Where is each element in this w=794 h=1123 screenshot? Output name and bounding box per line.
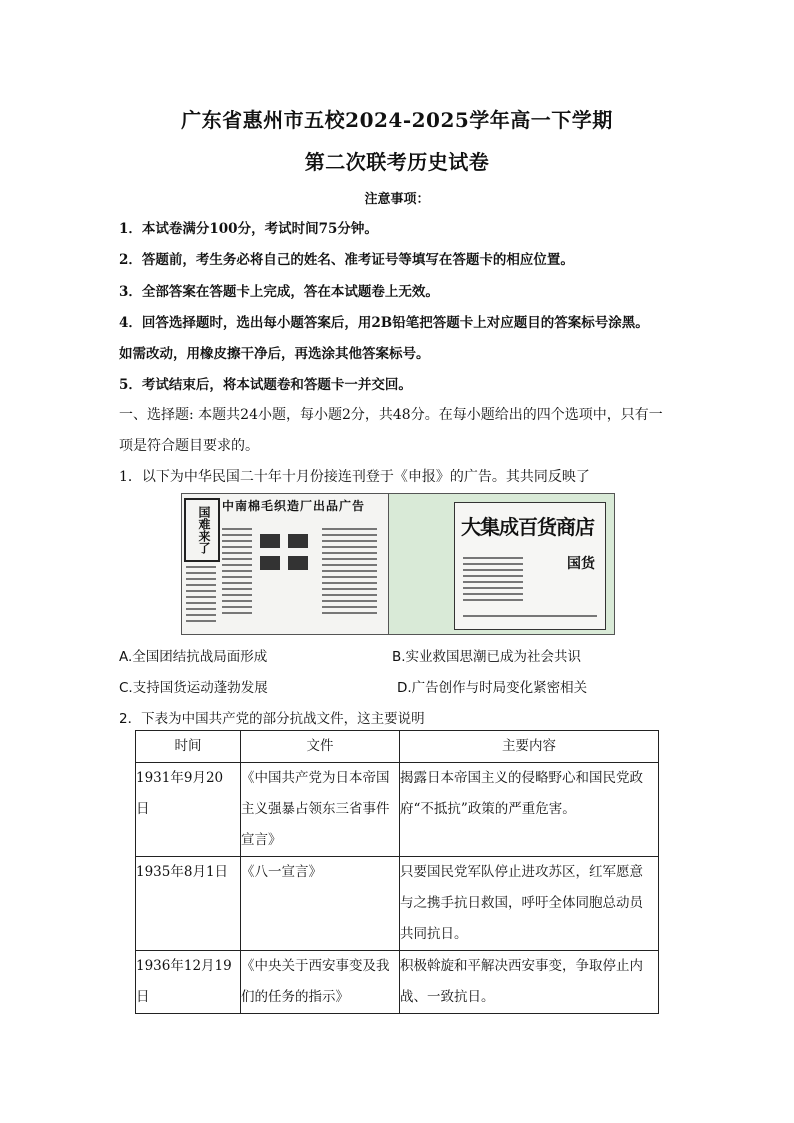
cell-document [241, 951, 400, 1014]
cell-line: 与之携手抗日救国，呼吁全体同胞总动员 [400, 895, 643, 911]
cell-line: 府“不抵抗”政策的严重危害。 [400, 801, 576, 817]
cell-line: 《八一宣言》 [241, 864, 322, 880]
notice-item-1: 1．本试卷满分100分，考试时间75分钟。 [119, 221, 378, 237]
cell-document [241, 763, 400, 857]
ad-right-stamp: 国货 [567, 556, 595, 572]
q1-option-c[interactable]: C.支持国货运动蓬勃发展 [119, 680, 268, 696]
shenbao-ad-image-left [181, 493, 389, 635]
cell-line: 们的任务的指示》 [241, 989, 349, 1005]
cell-line: 战、一致抗日。 [400, 989, 495, 1005]
cell-line: 日 [136, 801, 150, 817]
cell-time [136, 763, 241, 857]
ad-product-graphic [260, 534, 280, 548]
q2-documents-table [135, 730, 659, 1014]
q1-option-b[interactable]: B.实业救国思潮已成为社会共识 [392, 649, 582, 665]
cell-document [241, 857, 400, 951]
cell-content [400, 763, 659, 857]
question-2-stem: 2．下表为中国共产党的部分抗战文件，这主要说明 [119, 711, 425, 727]
ad-text-column [222, 528, 252, 618]
exam-title-line1: 广东省惠州市五校2024-2025学年高一下学期 [181, 108, 613, 132]
cell-line: 日 [136, 989, 150, 1005]
cell-line: 主义强暴占领东三省事件 [241, 801, 390, 817]
cell-line: 共同抗日。 [400, 926, 468, 942]
cell-line: 揭露日本帝国主义的侵略野心和国民党政 [400, 770, 643, 786]
cell-line: 《中国共产党为日本帝国 [241, 770, 390, 786]
ad-text-column [322, 528, 377, 618]
section-instruction-line2: 项是符合题目要求的。 [119, 438, 259, 454]
cell-content [400, 951, 659, 1014]
ad-product-graphic [288, 534, 308, 548]
question-1-stem: 1．以下为中华民国二十年十月份接连刊登于《申报》的广告。其共同反映了 [119, 469, 590, 485]
table-header-time: 时间 [136, 731, 241, 763]
cell-content [400, 857, 659, 951]
cell-line: 只要国民党军队停止进攻苏区，红军愿意 [400, 864, 643, 880]
ad-text-column [186, 566, 216, 626]
cell-time [136, 951, 241, 1014]
ad-text-column [463, 557, 523, 605]
notice-item-4: 4．回答选择题时，选出每小题答案后，用2B铅笔把答题卡上对应题目的答案标号涂黑。 [119, 315, 649, 331]
notice-item-2: 2．答题前，考生务必将自己的姓名、准考证号等填写在答题卡的相应位置。 [119, 252, 574, 268]
cell-line: 宣言》 [241, 832, 282, 848]
cell-line: 《中央关于西安事变及我 [241, 958, 390, 974]
table-header-content: 主要内容 [400, 731, 659, 763]
table-header-row [136, 731, 659, 763]
table-row [136, 763, 659, 857]
ad-vertical-title: 国难来了 [184, 498, 220, 562]
ad-product-graphic [260, 556, 280, 570]
notice-item-4-cont: 如需改动，用橡皮擦干净后，再选涂其他答案标号。 [119, 346, 430, 362]
cell-line: 积极斡旋和平解决西安事变，争取停止内 [400, 958, 643, 974]
exam-title-line2: 第二次联考历史试卷 [304, 150, 490, 174]
cell-line: 1931年9月20 [136, 770, 224, 786]
table-row [136, 951, 659, 1014]
cell-line: 1936年12月19 [136, 958, 232, 974]
shenbao-ad-image-right [388, 493, 615, 635]
q1-option-d[interactable]: D.广告创作与时局变化紧密相关 [397, 680, 588, 696]
ad-product-graphic [288, 556, 308, 570]
cell-line: 1935年8月1日 [136, 864, 229, 880]
ad-left-heading: 中南棉毛织造厂出品广告 [222, 499, 366, 513]
cell-time [136, 857, 241, 951]
ad-footer-line [463, 615, 597, 621]
ad-right-page [454, 502, 606, 630]
ad-right-big-title: 大集成百货商店 [461, 515, 594, 539]
notice-item-3: 3．全部答案在答题卡上完成，答在本试题卷上无效。 [119, 284, 439, 300]
table-header-document: 文件 [241, 731, 400, 763]
table-row [136, 857, 659, 951]
q1-option-a[interactable]: A.全国团结抗战局面形成 [119, 649, 268, 665]
section-instruction-line1: 一、选择题: 本题共24小题，每小题2分，共48分。在每小题给出的四个选项中，只有一 [119, 407, 663, 423]
notice-heading: 注意事项： [364, 192, 430, 207]
notice-item-5: 5．考试结束后，将本试题卷和答题卡一并交回。 [119, 377, 412, 393]
